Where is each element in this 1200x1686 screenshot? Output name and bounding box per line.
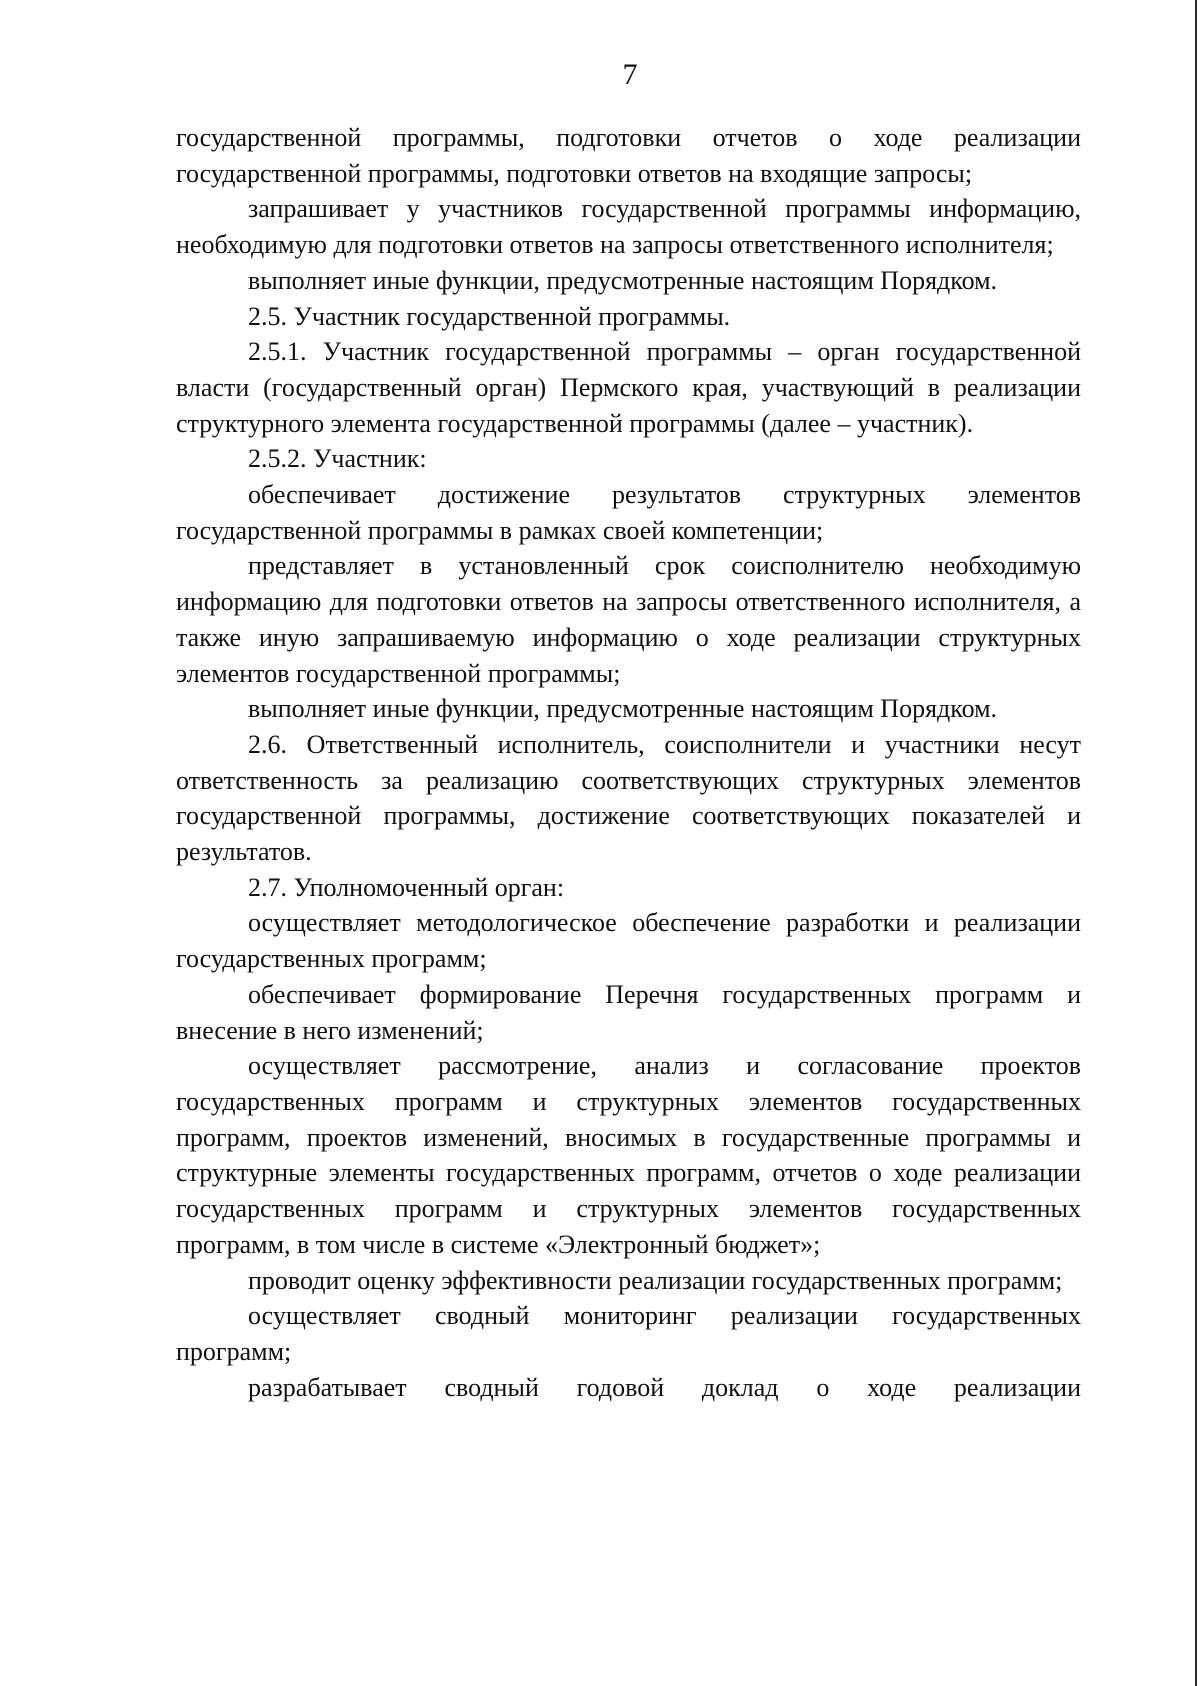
- paragraph: выполняет иные функции, предусмотренные настоящим Порядком.: [248, 694, 998, 724]
- paragraph: разрабатывает сводный годовой доклад о ходе реализации: [248, 1372, 1081, 1402]
- paragraph: выполняет иные функции, предусмотренные настоящим Порядком.: [248, 265, 998, 295]
- paragraph: 2.6. Ответственный исполнитель, соисполнители и участники несут ответственность за реализацию соответствующих структурных элементов государственной программы, достижение соответствующих показателей и результатов.: [176, 729, 1081, 867]
- document-body: [176, 120, 1081, 1405]
- paragraph: обеспечивает достижение результатов структурных элементов государственной программы в рамках своей компетенции;: [176, 480, 1081, 545]
- section-heading: 2.7. Уполномоченный орган:: [248, 872, 565, 902]
- paragraph: осуществляет сводный мониторинг реализации государственных программ;: [176, 1301, 1081, 1366]
- page-number: 7: [622, 58, 638, 91]
- scan-edge-line: [1195, 0, 1197, 1686]
- paragraph: представляет в установленный срок соисполнителю необходимую информацию для подготовки ответов на запросы ответственного исполнителя, а также иную запрашиваемую информацию о ходе реализации структурных элементов государственной программы;: [176, 551, 1081, 688]
- paragraph: государственной программы, подготовки отчетов о ходе реализации государственной программы, подготовки ответов на входящие запросы;: [176, 123, 1081, 188]
- paragraph: обеспечивает формирование Перечня государственных программ и внесение в него изменений;: [176, 979, 1081, 1045]
- paragraph: осуществляет методологическое обеспечение разработки и реализации государственных программ;: [176, 908, 1081, 974]
- paragraph: 2.5.1. Участник государственной программы – орган государственной власти (государственный орган) Пермского края, участвующий в реализации структурного элемента государственной программы (далее – участник).: [176, 337, 1081, 438]
- section-heading: 2.5. Участник государственной программы.: [248, 301, 731, 331]
- paragraph: проводит оценку эффективности реализации государственных программ;: [248, 1265, 1063, 1295]
- paragraph: осуществляет рассмотрение, анализ и согласование проектов государственных программ и структурных элементов государственных программ, проектов изменений, вносимых в государственные программы и структурные элементы государственных программ, отчетов о ходе реализации государственных программ и структурных элементов государственных программ, в том числе в системе «Электронный бюджет»;: [176, 1051, 1081, 1259]
- paragraph: запрашивает у участников государственной программы информацию, необходимую для подготовки ответов на запросы ответственного исполнителя;: [176, 194, 1081, 260]
- section-heading: 2.5.2. Участник:: [248, 444, 427, 474]
